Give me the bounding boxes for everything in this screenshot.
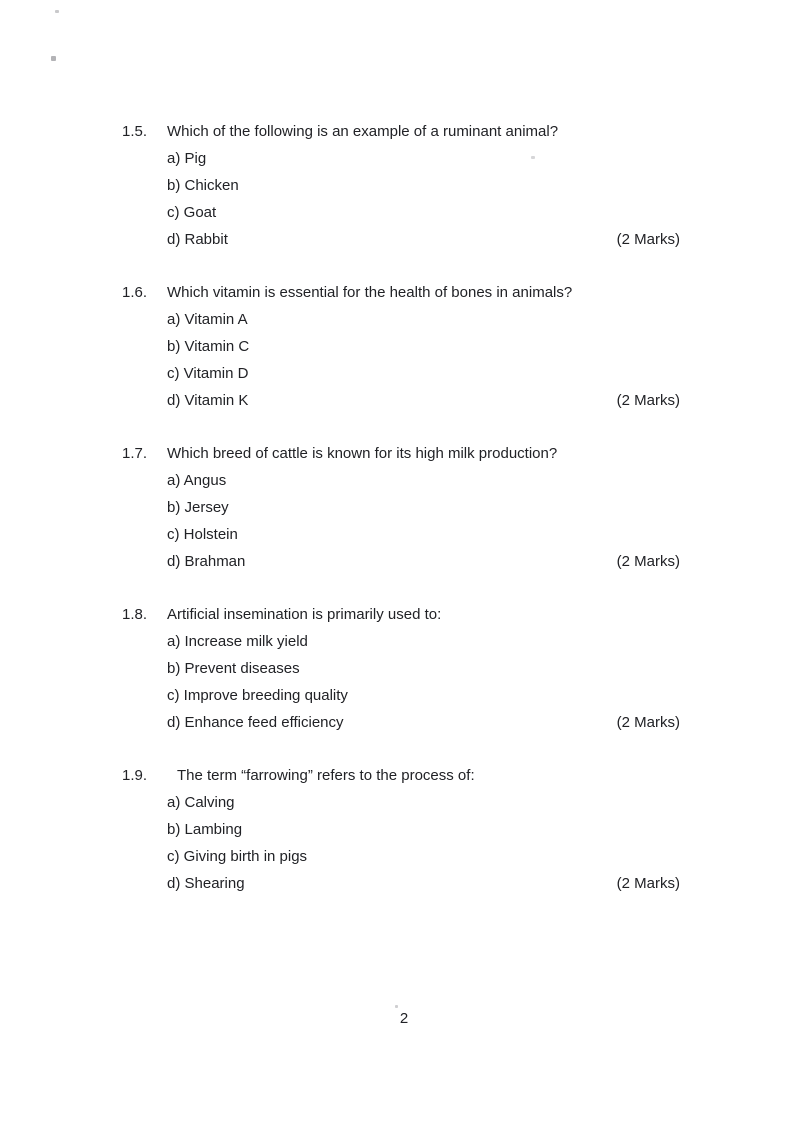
option-list — [167, 145, 680, 253]
question-text: The term “farrowing” refers to the process of: — [177, 767, 475, 784]
question-heading — [122, 118, 680, 145]
option-a: a) Pig — [167, 150, 207, 167]
option-c: c) Improve breeding quality — [167, 687, 348, 704]
marks-label: (2 Marks) — [616, 553, 680, 570]
option-b: b) Lambing — [167, 821, 243, 838]
question-text: Artificial insemination is primarily used to: — [167, 606, 442, 623]
question-block-1-8 — [122, 601, 680, 736]
question-block-1-9 — [122, 762, 680, 897]
option-d: d) Enhance feed efficiency — [167, 714, 344, 731]
marks-label: (2 Marks) — [616, 714, 680, 731]
question-text: Which vitamin is essential for the health of bones in animals? — [167, 284, 573, 301]
option-list — [167, 789, 680, 897]
marks-label: (2 Marks) — [616, 875, 680, 892]
option-row-with-marks — [167, 548, 680, 575]
option-row-with-marks — [167, 870, 680, 897]
option-list — [167, 306, 680, 414]
option-c: c) Giving birth in pigs — [167, 848, 308, 865]
question-block-1-6 — [122, 279, 680, 414]
option-b: b) Jersey — [167, 499, 229, 516]
question-heading — [122, 440, 680, 467]
question-heading — [122, 279, 680, 306]
question-text: Which of the following is an example of a ruminant animal? — [167, 123, 559, 140]
option-d: d) Brahman — [167, 553, 246, 570]
question-block-1-7 — [122, 440, 680, 575]
option-a: a) Angus — [167, 472, 227, 489]
scan-speck — [55, 10, 59, 13]
option-row-with-marks — [167, 709, 680, 736]
option-a: a) Calving — [167, 794, 235, 811]
question-number: 1.6. — [122, 284, 148, 301]
option-list — [167, 467, 680, 575]
option-a: a) Increase milk yield — [167, 633, 308, 650]
option-b: b) Vitamin C — [167, 338, 250, 355]
option-c: c) Goat — [167, 204, 217, 221]
marks-label: (2 Marks) — [616, 231, 680, 248]
option-row-with-marks — [167, 387, 680, 414]
option-a: a) Vitamin A — [167, 311, 248, 328]
question-block-1-5 — [122, 118, 680, 253]
option-c: c) Holstein — [167, 526, 238, 543]
option-d: d) Vitamin K — [167, 392, 249, 409]
option-d: d) Rabbit — [167, 231, 228, 248]
question-text: Which breed of cattle is known for its high milk production? — [167, 445, 558, 462]
question-list — [122, 118, 680, 897]
question-number: 1.7. — [122, 445, 148, 462]
option-b: b) Prevent diseases — [167, 660, 300, 677]
question-heading — [122, 601, 680, 628]
option-d: d) Shearing — [167, 875, 245, 892]
option-b: b) Chicken — [167, 177, 239, 194]
marks-label: (2 Marks) — [616, 392, 680, 409]
scan-speck — [51, 56, 56, 61]
option-row-with-marks — [167, 226, 680, 253]
page-number: 2 — [399, 1010, 409, 1027]
question-number: 1.8. — [122, 606, 148, 623]
option-list — [167, 628, 680, 736]
question-number: 1.5. — [122, 123, 148, 140]
question-heading — [122, 762, 680, 789]
option-c: c) Vitamin D — [167, 365, 249, 382]
question-number: 1.9. — [122, 767, 148, 784]
